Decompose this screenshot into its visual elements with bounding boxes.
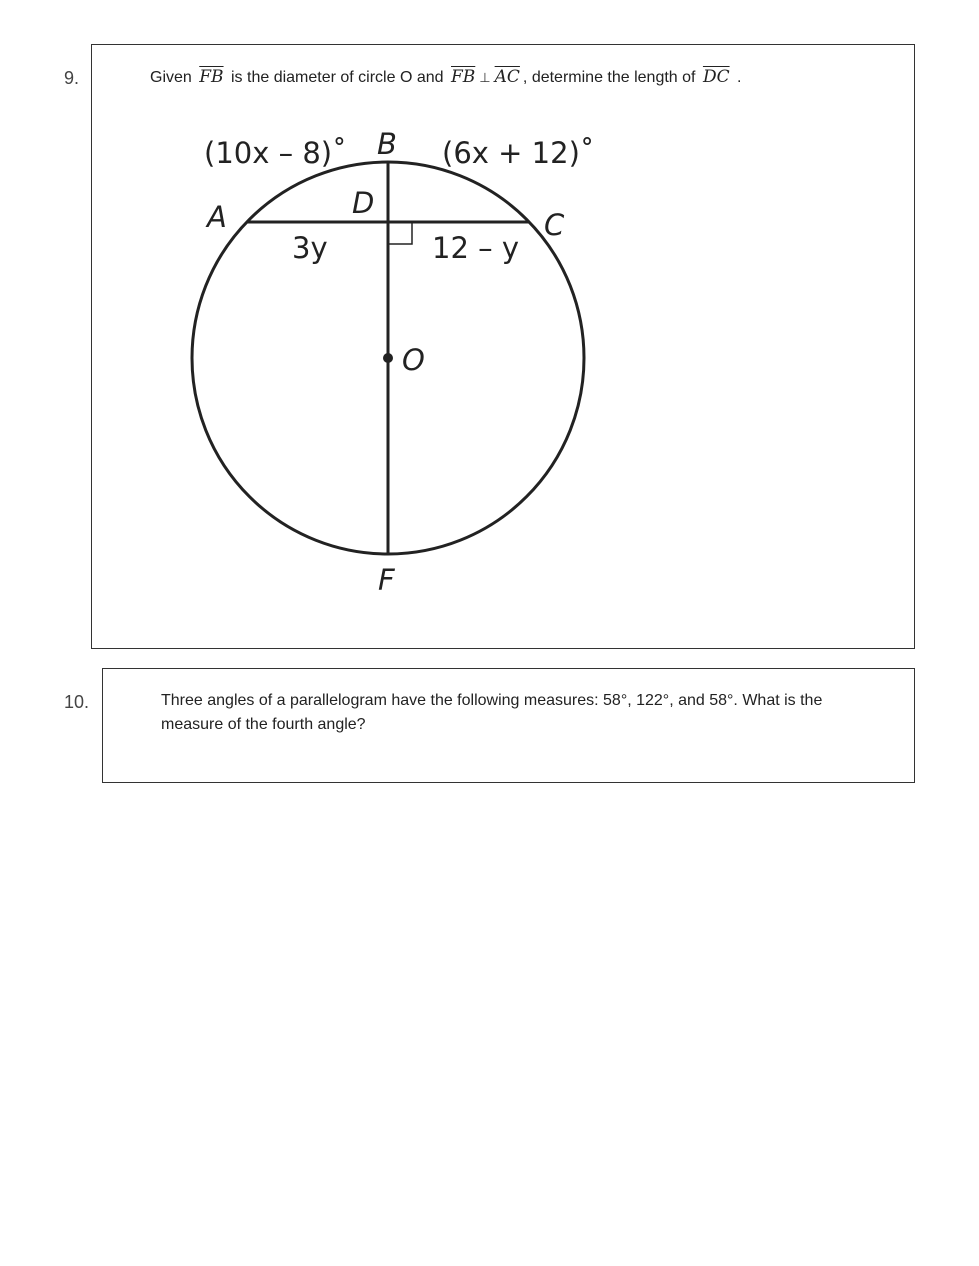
question-10-line-1: Three angles of a parallelogram have the following measures: 58°, 122°, and 58°. What is the: [161, 692, 823, 709]
arc-right-label: (6x + 12)˚: [442, 136, 595, 170]
question-10-number: 10.: [64, 692, 90, 712]
prompt-ask: , determine the length of: [522, 69, 696, 86]
point-d-label: D: [352, 186, 375, 220]
question-9-box: [91, 44, 915, 649]
segment-ac: $\overline{AC}$: [494, 67, 520, 87]
question-10-box: [102, 668, 915, 783]
point-f-label: F: [378, 563, 395, 597]
question-9-number: 9.: [64, 68, 80, 88]
question-10-line-2: measure of the fourth angle?: [161, 716, 366, 733]
prompt-diameter-text: is the diameter of circle O and: [231, 69, 444, 86]
segment-dc-label: 12 – y: [432, 231, 519, 265]
point-c-label: C: [544, 208, 565, 242]
perpendicular-symbol: ⊥: [479, 70, 491, 85]
circle-diagram: [182, 120, 702, 600]
point-o-label: O: [402, 343, 425, 377]
prompt-given: Given: [150, 69, 192, 86]
center-point-o: [383, 353, 393, 363]
question-9-prompt: [150, 65, 910, 90]
segment-fb: $\overline{FB}$: [199, 67, 224, 87]
segment-ad-label: 3y: [292, 231, 328, 265]
point-a-label: A: [207, 200, 227, 234]
segment-fb-2: $\overline{FB}$: [451, 67, 476, 87]
segment-dc: $\overline{DC}$: [702, 67, 730, 87]
arc-left-label: (10x – 8)˚: [204, 136, 347, 170]
question-10-prompt: [161, 689, 901, 737]
right-angle-marker: [388, 222, 412, 244]
point-b-label: B: [377, 127, 397, 161]
prompt-end: .: [737, 69, 742, 86]
